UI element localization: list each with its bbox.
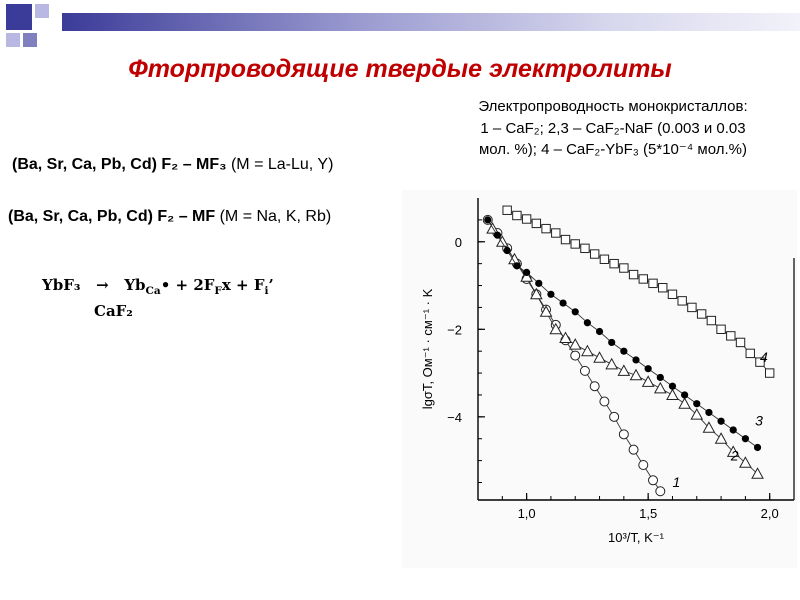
decor-square-small: [35, 4, 49, 18]
series-1-point: [610, 412, 619, 421]
series-3-point: [705, 409, 712, 416]
y-tick-label: −2: [447, 322, 462, 338]
header-bar: [62, 13, 800, 31]
x-axis-label: 10³/T, K⁻¹: [608, 530, 664, 545]
series-2-point: [618, 365, 629, 375]
series-1-point: [590, 382, 599, 391]
reaction-arrow: →: [96, 276, 109, 294]
series-4-point: [736, 338, 744, 346]
series-4-point: [620, 264, 628, 272]
formula-mf-main: (Ba, Sr, Ca, Pb, Cd) F₂ – MF: [8, 208, 216, 225]
series-4-point: [522, 215, 530, 223]
decor-square-small: [23, 33, 37, 47]
series-4-label: 4: [759, 349, 768, 366]
series-4-point: [659, 284, 667, 292]
series-4-point: [571, 240, 579, 248]
series-2-point: [655, 383, 666, 393]
series-1-point: [649, 476, 658, 485]
conductivity-chart: [402, 190, 797, 568]
series-4-point: [552, 229, 560, 237]
formula-mf-note: (M = Na, K, Rb): [215, 208, 332, 225]
series-3-point: [632, 356, 639, 363]
series-4-point: [590, 250, 598, 258]
reaction-product-rest: • + 2F: [160, 276, 215, 294]
decor-square-large: [6, 4, 32, 30]
series-4-point: [629, 270, 637, 278]
series-3-point: [596, 328, 603, 335]
series-3-point: [584, 319, 591, 326]
series-3-point: [494, 232, 501, 239]
reaction-product-sub: Ca: [145, 285, 161, 297]
series-4-point: [765, 369, 773, 377]
series-2-point: [594, 352, 605, 362]
series-3-point: [754, 444, 761, 451]
series-3-point: [730, 426, 737, 433]
reaction-catalyst: CaF₂: [94, 302, 133, 320]
series-2-point: [582, 346, 593, 356]
series-4-point: [697, 310, 705, 318]
series-4-point: [678, 297, 686, 305]
y-axis-label: lgσT, Ом⁻¹ · см⁻¹ · K: [420, 288, 435, 410]
defect-reaction: [42, 276, 274, 297]
series-1-point: [580, 366, 589, 375]
series-4-point: [639, 275, 647, 283]
series-3-label: 3: [755, 412, 763, 429]
series-4-point: [668, 290, 676, 298]
reaction-fi-rest: ’: [268, 276, 274, 294]
series-3-point: [620, 348, 627, 355]
caption-line: Электропроводность монокристаллов:: [478, 98, 748, 115]
formula-mf3-note: (M = La-Lu, Y): [226, 156, 334, 173]
series-2-point: [606, 359, 617, 369]
series-2-point: [643, 376, 654, 386]
series-2-label: 2: [730, 447, 739, 464]
series-4-line: [507, 210, 770, 373]
formula-mf3: [12, 156, 333, 174]
series-4-point: [503, 206, 511, 214]
series-1-point: [639, 460, 648, 469]
series-3-point: [535, 280, 542, 287]
decor-square-small: [6, 33, 20, 47]
series-1-point: [629, 445, 638, 454]
series-4-point: [688, 303, 696, 311]
series-3-point: [693, 400, 700, 407]
series-3-point: [717, 418, 724, 425]
reaction-f-rest: x + F: [221, 276, 265, 294]
caption-line: 1 – CaF₂; 2,3 – CaF₂-NaF (0.003 и 0.03: [480, 119, 746, 137]
x-tick-label: 1,5: [639, 506, 658, 521]
series-4-point: [542, 224, 550, 232]
x-tick-label: 2,0: [760, 506, 779, 521]
y-tick-label: −4: [447, 409, 462, 425]
series-1-point: [600, 397, 609, 406]
series-2-point: [667, 389, 678, 399]
series-3-point: [657, 374, 664, 381]
series-1-point: [619, 430, 628, 439]
series-3-point: [513, 262, 520, 269]
caption-line: мол. %); 4 – CaF₂-YbF₃ (5*10⁻⁴ мол.%): [478, 141, 747, 158]
series-3-point: [504, 247, 511, 254]
reaction-reactant: YbF₃: [42, 276, 81, 294]
series-3-point: [608, 339, 615, 346]
slide-title: Фторпроводящие твердые электролиты: [128, 55, 672, 83]
series-1-label: 1: [672, 473, 681, 490]
reaction-fi-sub: i: [264, 285, 269, 297]
series-4-point: [727, 332, 735, 340]
series-3-point: [523, 269, 530, 276]
series-4-point: [561, 235, 569, 243]
series-3-point: [484, 216, 491, 223]
formula-mf3-main: (Ba, Sr, Ca, Pb, Cd) F₂ – MF₃: [12, 156, 227, 173]
series-2-point: [679, 398, 690, 408]
series-3-point: [669, 383, 676, 390]
series-3-point: [645, 365, 652, 372]
reaction-f-sub: F: [214, 285, 222, 297]
series-2-point: [570, 339, 581, 349]
series-1-point: [571, 351, 580, 360]
x-tick-label: 1,0: [517, 506, 536, 521]
series-4-point: [707, 316, 715, 324]
series-4-point: [600, 255, 608, 263]
series-3-point: [681, 391, 688, 398]
series-3-point: [547, 291, 554, 298]
series-4-point: [649, 279, 657, 287]
formula-mf: [8, 208, 331, 226]
series-4-point: [532, 219, 540, 227]
series-4-point: [746, 349, 754, 357]
series-3-point: [742, 435, 749, 442]
series-3-point: [559, 299, 566, 306]
series-4-point: [581, 244, 589, 252]
series-4-point: [717, 325, 725, 333]
series-3-point: [572, 308, 579, 315]
series-2-point: [631, 370, 642, 380]
series-4-point: [610, 259, 618, 267]
y-tick-label: 0: [454, 234, 462, 250]
series-1-point: [656, 487, 665, 496]
series-4-point: [513, 211, 521, 219]
chart-caption: [440, 96, 786, 161]
reaction-product: Yb: [124, 276, 146, 294]
